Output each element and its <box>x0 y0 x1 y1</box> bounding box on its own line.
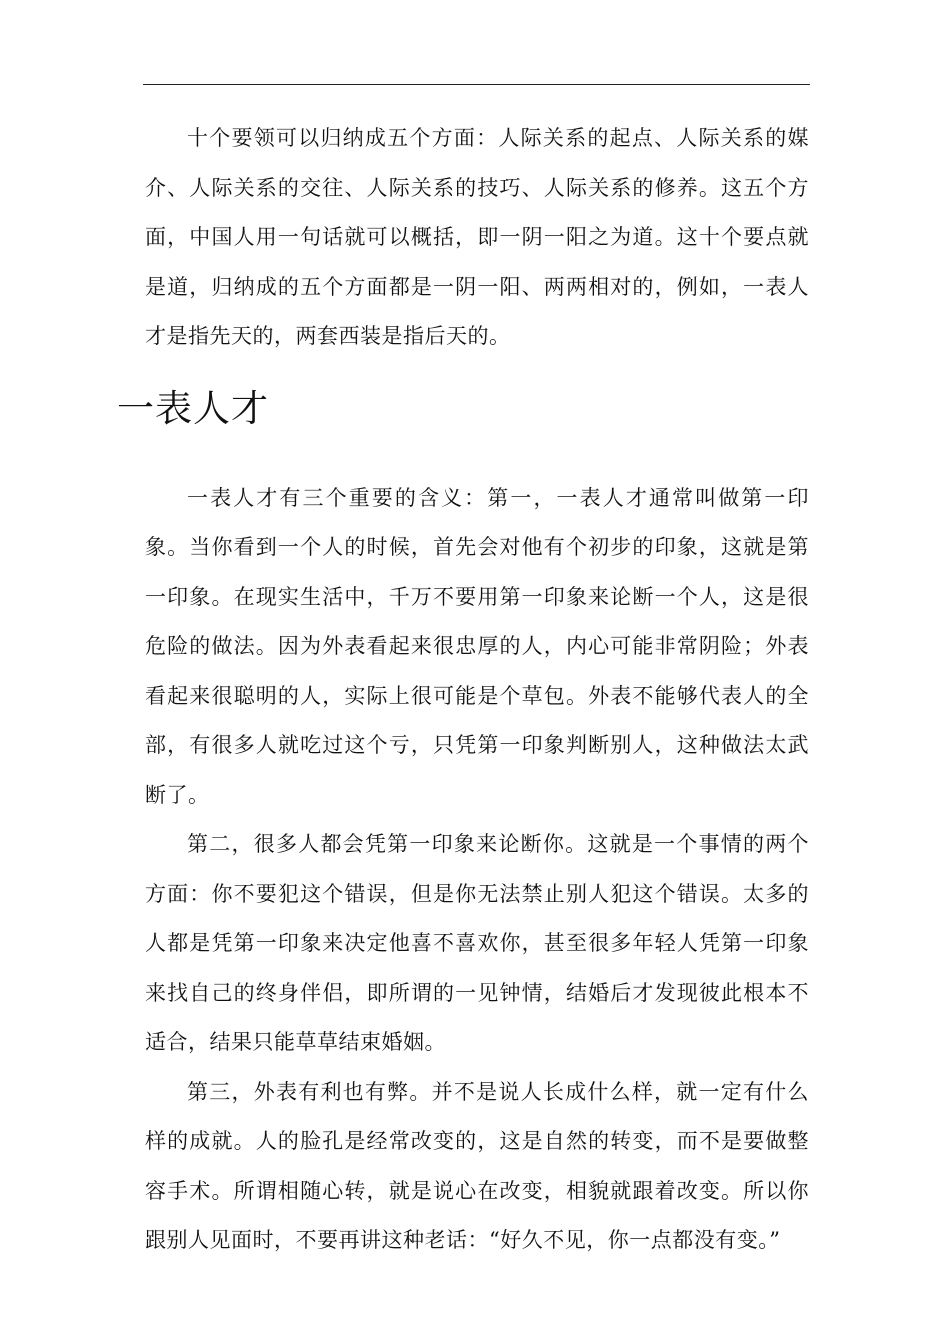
section-heading: 一表人才 <box>117 386 269 430</box>
header-rule <box>143 84 810 85</box>
body-paragraph-1: 一表人才有三个重要的含义：第一，一表人才通常叫做第一印象。当你看到一个人的时候，首先会对他有个初步的印象，这就是第一印象。在现实生活中，千万不要用第一印象来论断一个人，这是很危险的做法。因为外表看起来很忠厚的人，内心可能非常阴险；外表看起来很聪明的人，实际上很可能是个草包。外表不能够代表人的全部，有很多人就吃过这个亏，只凭第一印象判断别人，这种做法太武断了。 <box>145 485 809 807</box>
document-body <box>117 114 809 1266</box>
body-paragraph-2: 第二，很多人都会凭第一印象来论断你。这就是一个事情的两个方面：你不要犯这个错误，但是你无法禁止别人犯这个错误。太多的人都是凭第一印象来决定他喜不喜欢你，甚至很多年轻人凭第一印象来找自己的终身伴侣，即所谓的一见钟情，结婚后才发现彼此根本不适合，结果只能草草结束婚姻。 <box>145 832 809 1054</box>
intro-paragraph: 十个要领可以归纳成五个方面：人际关系的起点、人际关系的媒介、人际关系的交往、人际关系的技巧、人际关系的修养。这五个方面，中国人用一句话就可以概括，即一阴一阳之为道。这十个要点就是道，归纳成的五个方面都是一阴一阳、两两相对的，例如，一表人才是指先天的，两套西装是指后天的。 <box>145 126 809 348</box>
body-paragraph-3: 第三，外表有利也有弊。并不是说人长成什么样，就一定有什么样的成就。人的脸孔是经常改变的，这是自然的转变，而不是要做整容手术。所谓相随心转，就是说心在改变，相貌就跟着改变。所以你跟别人见面时，不要再讲这种老话：“好久不见，你一点都没有变。” <box>145 1079 809 1252</box>
